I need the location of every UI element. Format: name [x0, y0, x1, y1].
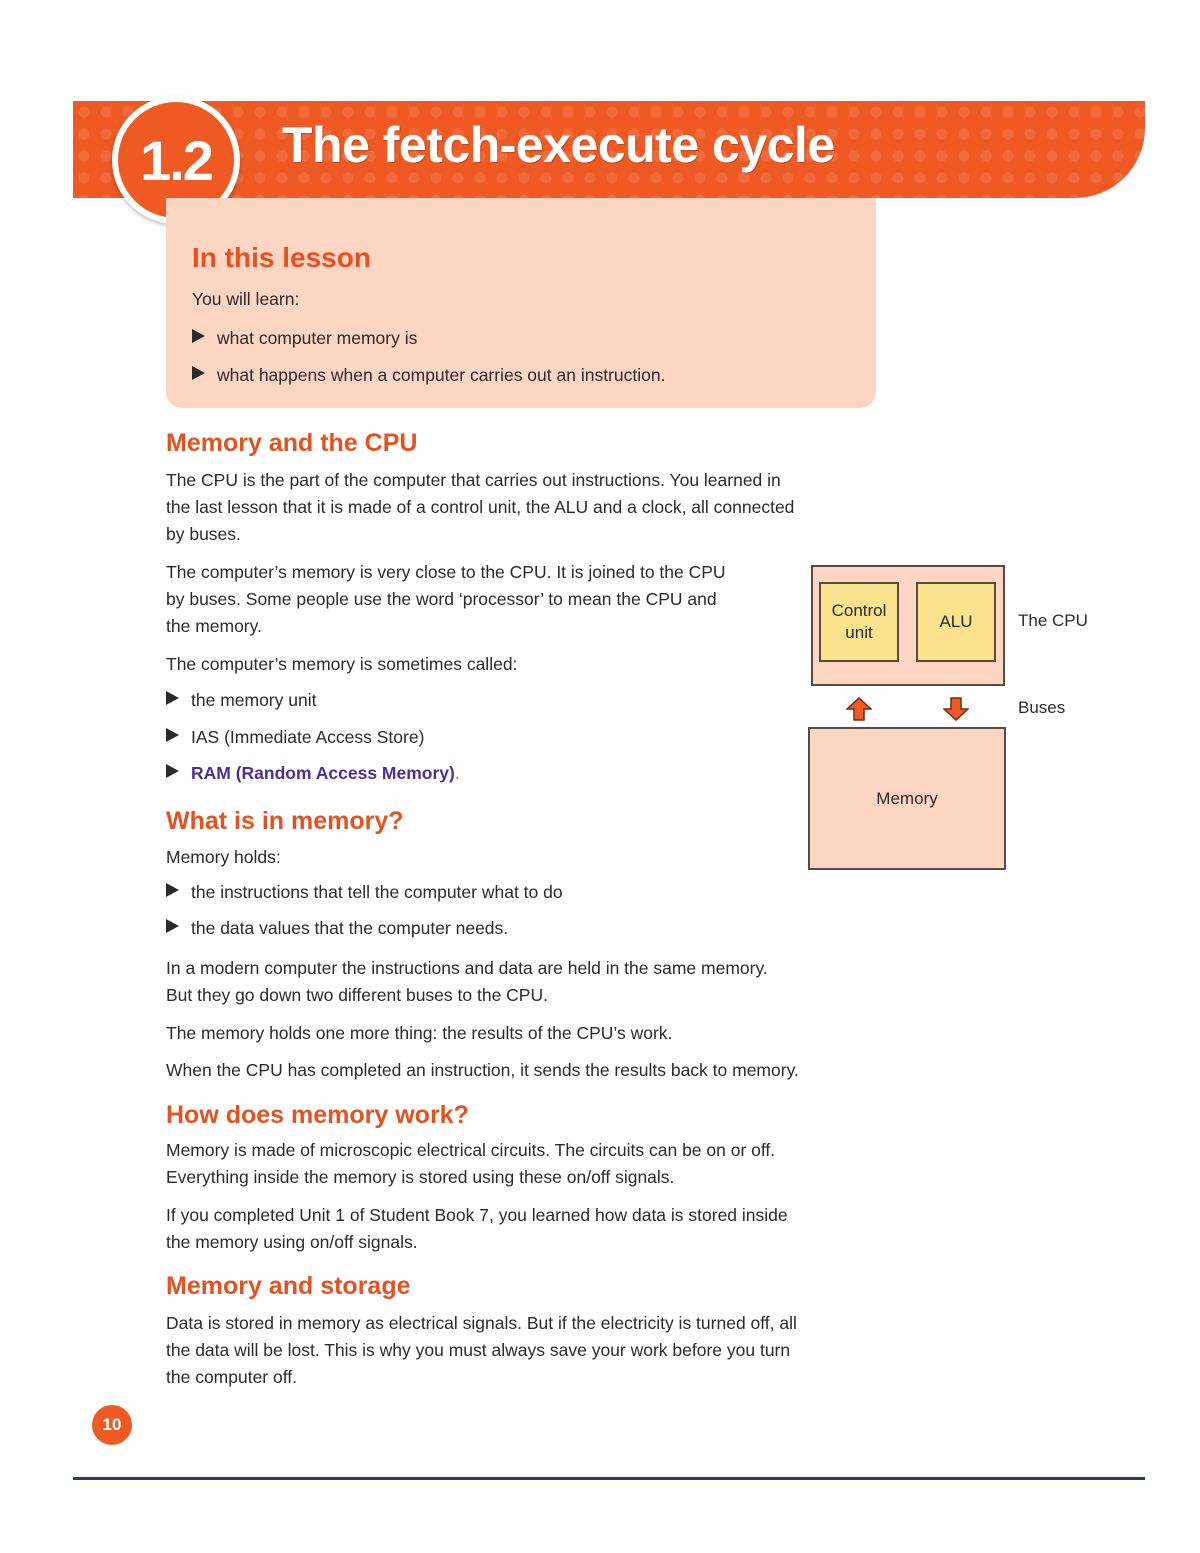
- list-item: the instructions that tell the computer what to do: [166, 882, 563, 903]
- memory-box: Memory: [808, 727, 1006, 870]
- section-heading-memory-storage: Memory and storage: [166, 1272, 411, 1300]
- section-heading-memory-cpu: Memory and the CPU: [166, 429, 418, 457]
- bullet-arrow-icon: [166, 764, 179, 778]
- list-item: the data values that the computer needs.: [166, 918, 508, 939]
- page-number: 10: [92, 1405, 132, 1445]
- buses-label: Buses: [1018, 698, 1066, 717]
- chapter-title: The fetch-execute cycle: [282, 117, 835, 173]
- lesson-number-badge: 1.2: [112, 96, 240, 224]
- bullet-arrow-icon: [192, 329, 205, 343]
- in-this-lesson-heading: In this lesson: [192, 242, 371, 273]
- cpu-label: The CPU: [1018, 611, 1088, 630]
- bullet-arrow-icon: [166, 728, 179, 742]
- arrow-down-icon: [943, 697, 969, 721]
- list-item: the memory unit: [166, 690, 316, 711]
- bullet-arrow-icon: [166, 919, 179, 933]
- alu-box: ALU: [916, 582, 996, 662]
- control-unit-box: Control unit: [819, 582, 899, 662]
- footer-divider: [73, 1477, 1145, 1480]
- paragraph: The computer’s memory is very close to the CPU. It is joined to the CPU by buses. Some people use the word ‘processor’ to mean the CPU and the memory.: [166, 562, 726, 636]
- paragraph: The CPU is the part of the computer that carries out instructions. You learned in the last lesson that it is made of a control unit, the ALU and a clock, all connected by buses.: [166, 470, 795, 544]
- paragraph: Memory is made of microscopic electrical circuits. The circuits can be on or off. Everything inside the memory is stored using these on/off signals.: [166, 1140, 776, 1187]
- paragraph: When the CPU has completed an instruction, it sends the results back to memory.: [166, 1060, 799, 1080]
- arrow-up-icon: [846, 697, 872, 721]
- paragraph: The computer’s memory is sometimes called:: [166, 654, 518, 674]
- in-this-lesson-box: [166, 198, 876, 408]
- list-item: RAM (Random Access Memory).: [166, 763, 460, 784]
- lesson-intro: You will learn:: [192, 289, 300, 309]
- section-heading-what-in-memory: What is in memory?: [166, 807, 404, 835]
- key-term-ram: RAM (Random Access Memory): [191, 763, 455, 783]
- bullet-arrow-icon: [166, 883, 179, 897]
- section-heading-how-memory-works: How does memory work?: [166, 1101, 469, 1129]
- lesson-objective: what computer memory is: [192, 328, 417, 349]
- paragraph: In a modern computer the instructions and data are held in the same memory. But they go down two different buses to the CPU.: [166, 958, 768, 1005]
- bullet-arrow-icon: [166, 691, 179, 705]
- paragraph: Memory holds:: [166, 847, 281, 867]
- paragraph: The memory holds one more thing: the results of the CPU’s work.: [166, 1023, 673, 1043]
- list-item: IAS (Immediate Access Store): [166, 727, 424, 748]
- bullet-arrow-icon: [192, 366, 205, 380]
- lesson-objective: what happens when a computer carries out an instruction.: [192, 365, 665, 386]
- paragraph: If you completed Unit 1 of Student Book 7, you learned how data is stored inside the memory using on/off signals.: [166, 1205, 788, 1252]
- paragraph: Data is stored in memory as electrical signals. But if the electricity is turned off, all the data will be lost. This is why you must always save your work before you turn the computer off.: [166, 1313, 797, 1387]
